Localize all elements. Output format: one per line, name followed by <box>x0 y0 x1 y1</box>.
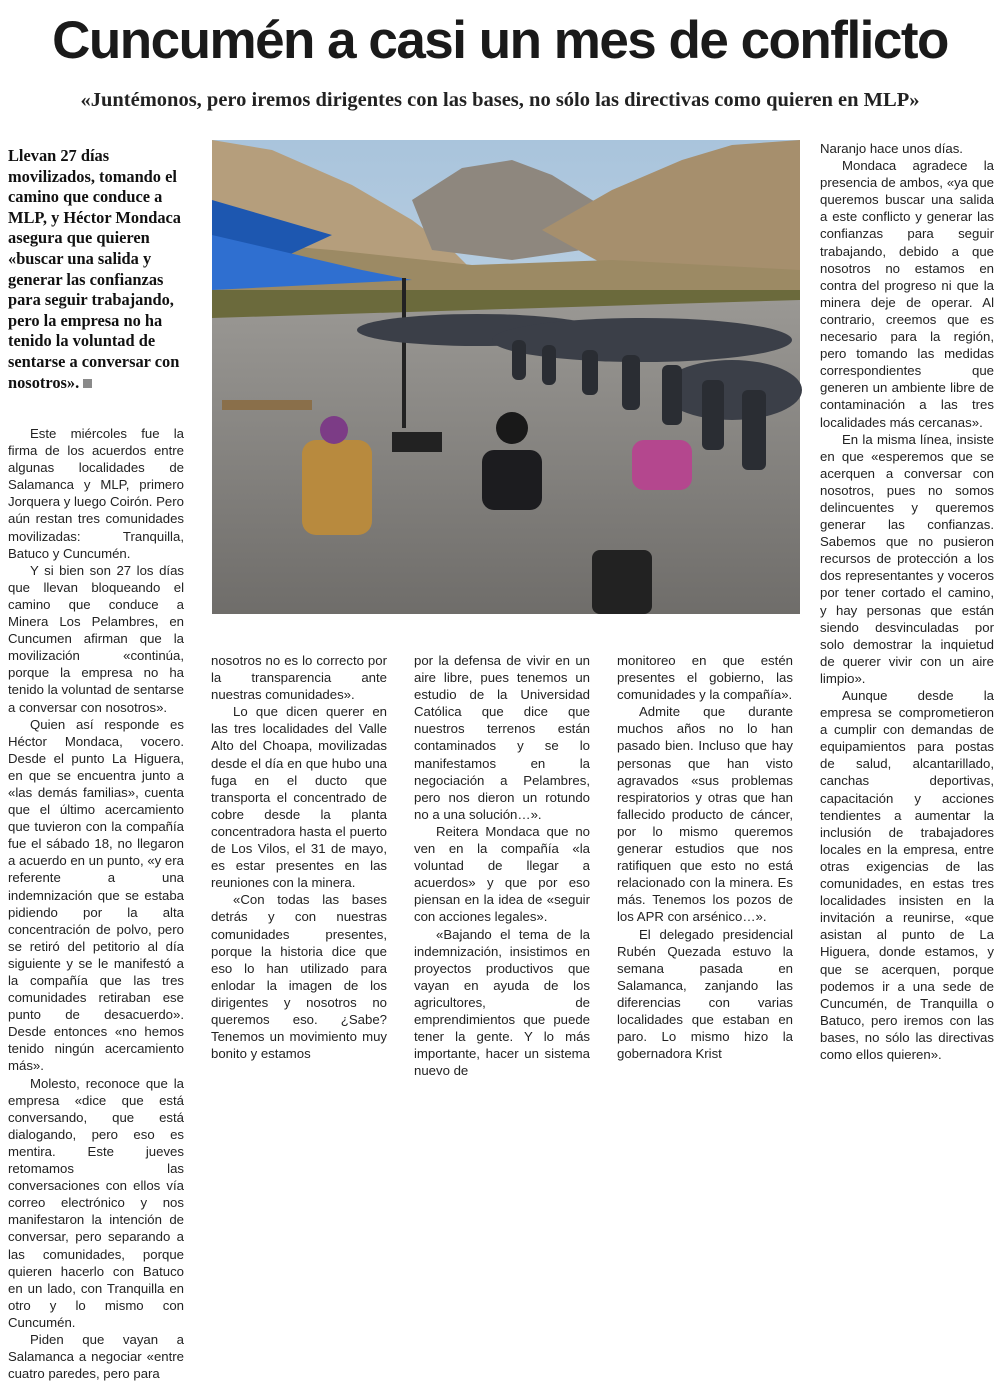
paragraph: Molesto, reconoce que la empresa «dice que está conversando, que está dialogando, pero eso es mentira. Este jueves retomamos las conversaciones con ellos vía correo electrónico y nos manifestaron la intención de conversar, pero separando a las comunidades, porque quieren hacerlo con Batuco en un lado, con Tranquilla en otro y lo mismo con Cuncumén. <box>8 1075 184 1330</box>
paragraph: El delegado presidencial Rubén Quezada estuvo la semana pasada en Salamanca, zanjando las diferencias con varias localidades que estaban en paro. Lo mismo hizo la gobernadora Krist <box>617 926 793 1062</box>
column-2 <box>211 652 387 1062</box>
paragraph: Aunque desde la empresa se comprometieron a cumplir con demandas de equipamientos para postas de salud, alcantarillado, canchas deportivas, capacitación y acciones tendientes a aumentar la inclusión de trabajadores locales en la empresa, entre otras exigencias de las comunidades, en estas tres localidades insisten en la invitación a reunirse, «que asistan al punto de La Higuera, donde estamos, y que se acerquen, porque podemos ir a una sede de Cuncumén, de Tranquilla o Batuco, pero iremos con las bases, no sólo las directivas como ellos quieren». <box>820 688 994 1062</box>
paragraph: nosotros no es lo correcto por la transparencia ante nuestras comunidades». <box>211 653 387 703</box>
paragraph: Mondaca agradece la presencia de ambos, «ya que queremos buscar una salida a este conflicto y generar las confianzas para seguir trabajando, debido a que nosotros no estamos en contra del progreso ni que la minera deje de operar. Al contrario, creemos que es necesario para la región, pero tomando las medidas correspondientes que generen un ambiente libre de contaminación a las tres localidades más cercanas». <box>820 158 994 430</box>
lead-text: Llevan 27 días movilizados, tomando el camino que conduce a MLP, y Héctor Mondaca asegura que quieren «buscar una salida y generar las confianzas para seguir trabajando, pero la empresa no ha tenido la voluntad de sentarse a conversar con nosotros». <box>8 146 181 392</box>
paragraph: Quien así responde es Héctor Mondaca, vocero. Desde el punto La Higuera, en que se encuentra junto a «las demás familias», cuenta que el último acercamiento que tuvieron con la compañía fue el sábado 18, no llegaron a acuerdo en un punto, «y era referente a una indemnización que se estaba pidiendo por la alta concentración de polvo, pero se retiró del petitorio al día siguiente y se le manifestó a la compañía que las tres comunidades retiraban ese punto de desacuerdo». Desde entonces «no hemos tenido ningún acercamiento más». <box>8 716 184 1074</box>
subheadline: «Juntémonos, pero iremos dirigentes con las bases, no sólo las directivas como quieren en MLP» <box>80 89 920 111</box>
paragraph: Este miércoles fue la firma de los acuerdos entre algunas localidades de Salamanca y MLP, primero Jorquera y luego Coirón. Pero aún restan tres comunidades movilizadas: Tranquilla, Batuco y Cuncumén. <box>8 426 184 561</box>
paragraph: Admite que durante muchos años no lo han pasado bien. Incluso que hay personas que han visto agravados «sus problemas respiratorios y otras que han fallecido producto de cáncer, por lo mismo queremos generar estudios que nos ratifiquen que esto no está relacionado con la minera. Es más. Tenemos los pozos de los APR con arsénico…». <box>617 704 793 925</box>
paragraph: En la misma línea, insiste en que «esperemos que se acerquen a conversar con nosotros, pues no somos delincuentes y queremos generar las confianzas. Sabemos que no pusieron recursos de protección a los dos representantes y voceros por tener cortado el camino, y hay personas que están siendo desvinculadas por solo demostrar la inquietud de querer vivir con un aire limpio». <box>820 431 994 686</box>
paragraph: «Con todas las bases detrás y con nuestras comunidades presentes, porque la historia dice que eso lo han utilizado para enlodar la imagen de los dirigentes y nosotros no queremos eso. ¿Sabe? Tenemos un movimiento muy bonito y estamos <box>211 892 387 1062</box>
column-1 <box>8 425 184 1382</box>
paragraph: Y si bien son 27 los días que llevan bloqueando el camino que conduce a Minera Los Pelambres, en Cuncumen afirman que la movilización «continúa, porque la empresa no ha tenido la voluntad de sentarse a conversar con nosotros». <box>8 562 184 715</box>
paragraph: Naranjo hace unos días. <box>820 141 963 156</box>
end-mark-icon <box>83 379 92 388</box>
news-photo <box>212 140 800 614</box>
lead-paragraph <box>8 146 186 393</box>
paragraph: por la defensa de vivir en un aire libre, pues tenemos un estudio de la Universidad Católica que dice que nuestros terrenos están contaminados y se lo manifestamos en la negociación a Pelambres, pero nos dieron un rotundo no a una solución…». <box>414 653 590 822</box>
paragraph: monitoreo en que estén presentes el gobierno, las comunidades y la compañía». <box>617 653 793 703</box>
headline: Cuncumén a casi un mes de conflicto <box>52 11 948 70</box>
column-3 <box>414 652 590 1079</box>
paragraph: Reitera Mondaca que no ven en la compañía «la voluntad de llegar a acuerdos» y que por eso piensan en la idea de «seguir con acciones legales». <box>414 823 590 925</box>
paragraph: «Bajando el tema de la indemnización, insistimos en proyectos productivos que vayan en ayuda de los agricultores, de emprendimientos que puede tener la gente. Y lo más importante, hacer un sistema nuevo de <box>414 926 590 1079</box>
paragraph: Lo que dicen querer en las tres localidades del Valle Alto del Choapa, movilizadas desde el día en que hubo una fuga en el ducto que transporta el concentrado de cobre desde la planta concentradora hasta el puerto de Los Vilos, el 31 de mayo, es estar presentes en las reuniones con la minera. <box>211 704 387 891</box>
column-4 <box>617 652 793 1062</box>
column-5 <box>820 140 994 1062</box>
paragraph: Piden que vayan a Salamanca a negociar «entre cuatro paredes, pero para <box>8 1331 184 1382</box>
